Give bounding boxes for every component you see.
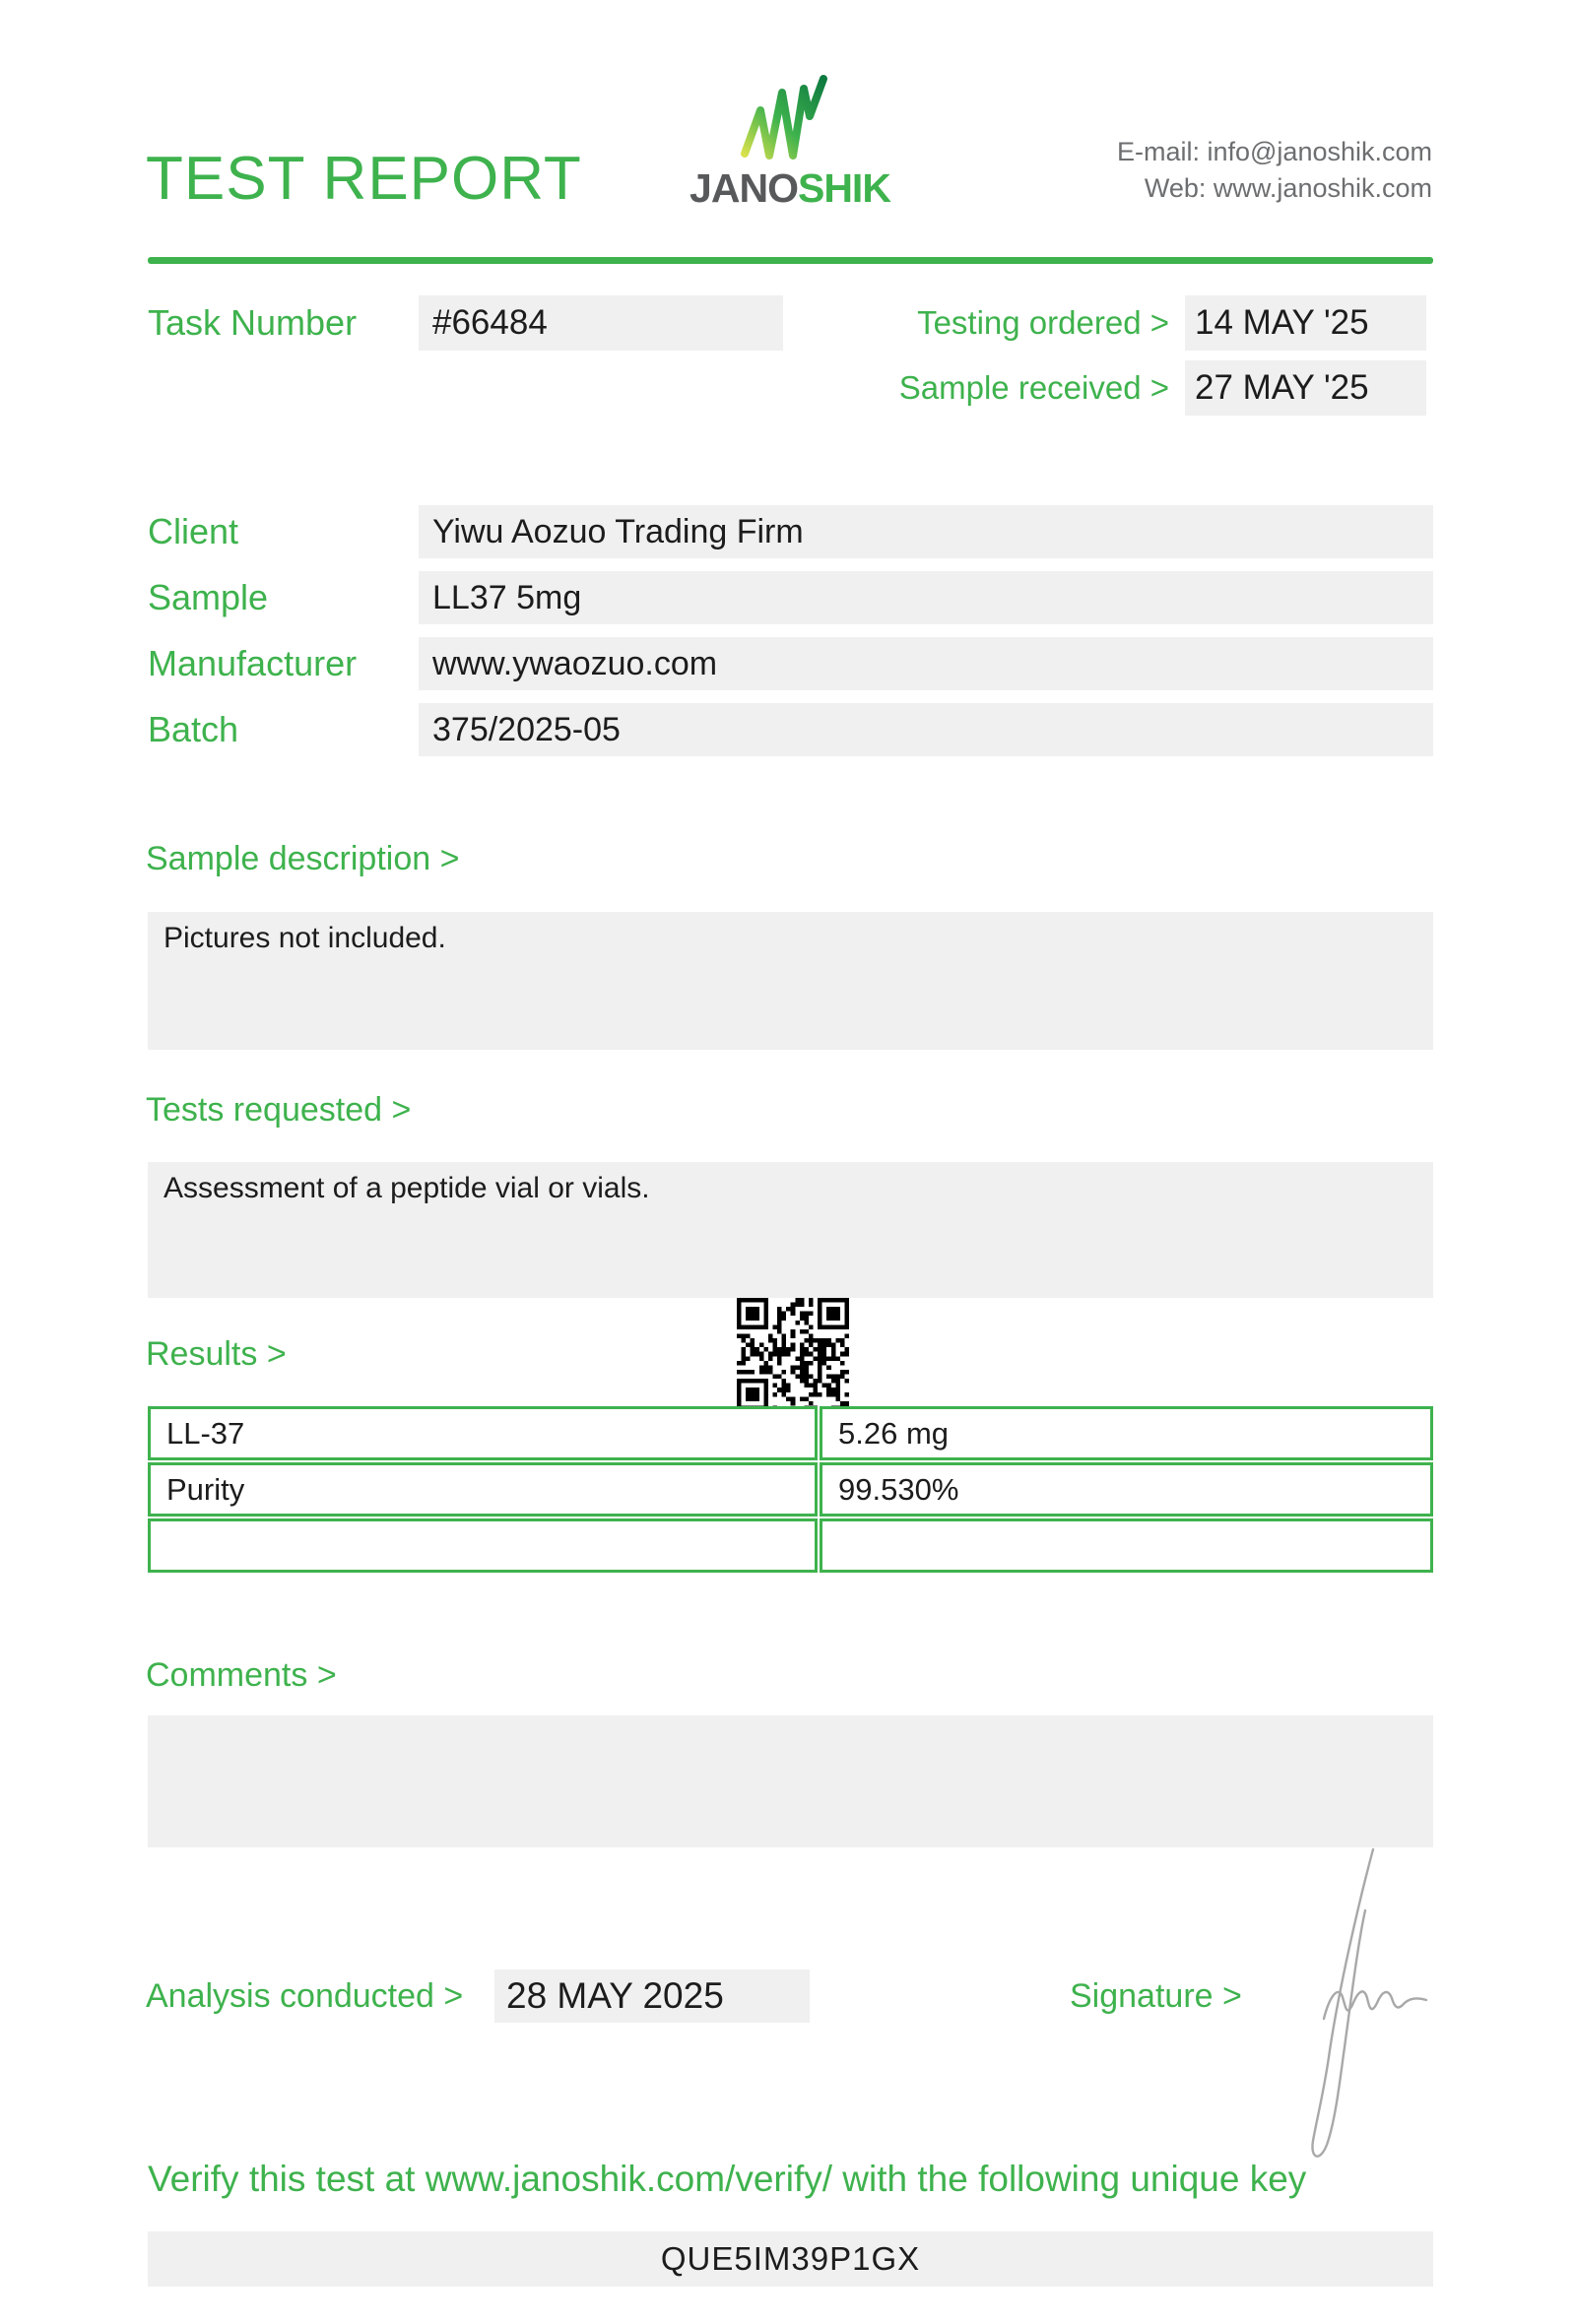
client-label: Client — [148, 511, 239, 551]
testing-ordered-row — [847, 295, 1426, 351]
web-line — [1117, 170, 1432, 207]
batch-value: 375/2025-05 — [432, 711, 621, 748]
batch-row — [148, 703, 1433, 756]
result-name-cell — [148, 1518, 818, 1573]
email-value: info@janoshik.com — [1207, 137, 1432, 166]
sample-received-field — [1185, 360, 1426, 416]
client-value: Yiwu Aozuo Trading Firm — [432, 513, 804, 550]
sample-description-box — [148, 912, 1433, 1050]
testing-ordered-label: Testing ordered > — [917, 304, 1169, 341]
logo-text-green: SHIK — [797, 165, 890, 211]
analysis-date-field — [494, 1969, 810, 2023]
sample-description-content: Pictures not included. — [164, 922, 446, 954]
table-row — [148, 1518, 1433, 1573]
comments-content — [148, 1715, 1433, 1725]
comments-box — [148, 1715, 1433, 1847]
batch-field — [419, 703, 1433, 756]
manufacturer-value: www.ywaozuo.com — [432, 645, 718, 682]
task-number-value: #66484 — [432, 303, 548, 342]
testing-ordered-field — [1185, 295, 1426, 351]
result-value: 99.530% — [838, 1472, 959, 1507]
qr-code-icon — [737, 1298, 849, 1410]
result-name-cell — [148, 1462, 818, 1517]
sample-description-heading: Sample description > — [146, 840, 460, 877]
result-value-cell — [820, 1518, 1433, 1573]
tests-requested-heading: Tests requested > — [146, 1091, 412, 1129]
client-field — [419, 505, 1433, 558]
task-number-field — [419, 295, 783, 351]
sample-received-value: 27 MAY '25 — [1195, 368, 1369, 407]
testing-ordered-value: 14 MAY '25 — [1195, 303, 1369, 342]
signature-icon — [1263, 1840, 1460, 2182]
sample-field — [419, 571, 1433, 624]
email-label: E-mail: — [1116, 137, 1200, 166]
sample-received-label: Sample received > — [898, 369, 1169, 406]
web-label: Web: — [1144, 173, 1207, 203]
sample-row — [148, 571, 1433, 624]
table-row — [148, 1406, 1433, 1460]
manufacturer-label: Manufacturer — [148, 643, 358, 683]
result-value-cell — [820, 1462, 1433, 1517]
logo-text-dark: JANO — [690, 165, 798, 211]
janoshik-logo-text — [678, 165, 902, 212]
signature-label: Signature > — [1070, 1977, 1242, 2015]
task-number-label: Task Number — [148, 302, 358, 343]
unique-key-value: QUE5IM39P1GX — [660, 2240, 921, 2277]
result-name: Purity — [166, 1472, 245, 1507]
result-name-cell — [148, 1406, 818, 1460]
tests-requested-content: Assessment of a peptide vial or vials. — [164, 1172, 650, 1204]
tests-requested-box — [148, 1162, 1433, 1298]
results-table — [148, 1406, 1433, 1575]
analysis-date-value: 28 MAY 2025 — [506, 1975, 724, 2016]
unique-key-field — [148, 2231, 1433, 2287]
sample-label: Sample — [148, 577, 269, 617]
table-row — [148, 1462, 1433, 1517]
page-title: TEST REPORT — [146, 145, 582, 213]
manufacturer-field — [419, 637, 1433, 690]
web-value: www.janoshik.com — [1213, 173, 1432, 203]
comments-heading: Comments > — [146, 1656, 337, 1694]
header-divider — [148, 257, 1433, 264]
result-value: 5.26 mg — [838, 1416, 950, 1451]
result-value-cell — [820, 1406, 1433, 1460]
sample-value: LL37 5mg — [432, 579, 582, 616]
verify-instruction: Verify this test at www.janoshik.com/verify/ with the following unique key — [148, 2159, 1307, 2199]
email-line — [1117, 134, 1432, 170]
manufacturer-row — [148, 637, 1433, 690]
analysis-conducted-label: Analysis conducted > — [146, 1977, 464, 2015]
sample-received-row — [847, 360, 1426, 416]
client-row — [148, 505, 1433, 558]
janoshik-logo-icon — [737, 73, 831, 167]
batch-label: Batch — [148, 709, 239, 749]
result-name: LL-37 — [166, 1416, 245, 1451]
contact-info — [1117, 134, 1432, 207]
results-heading: Results > — [146, 1335, 287, 1373]
